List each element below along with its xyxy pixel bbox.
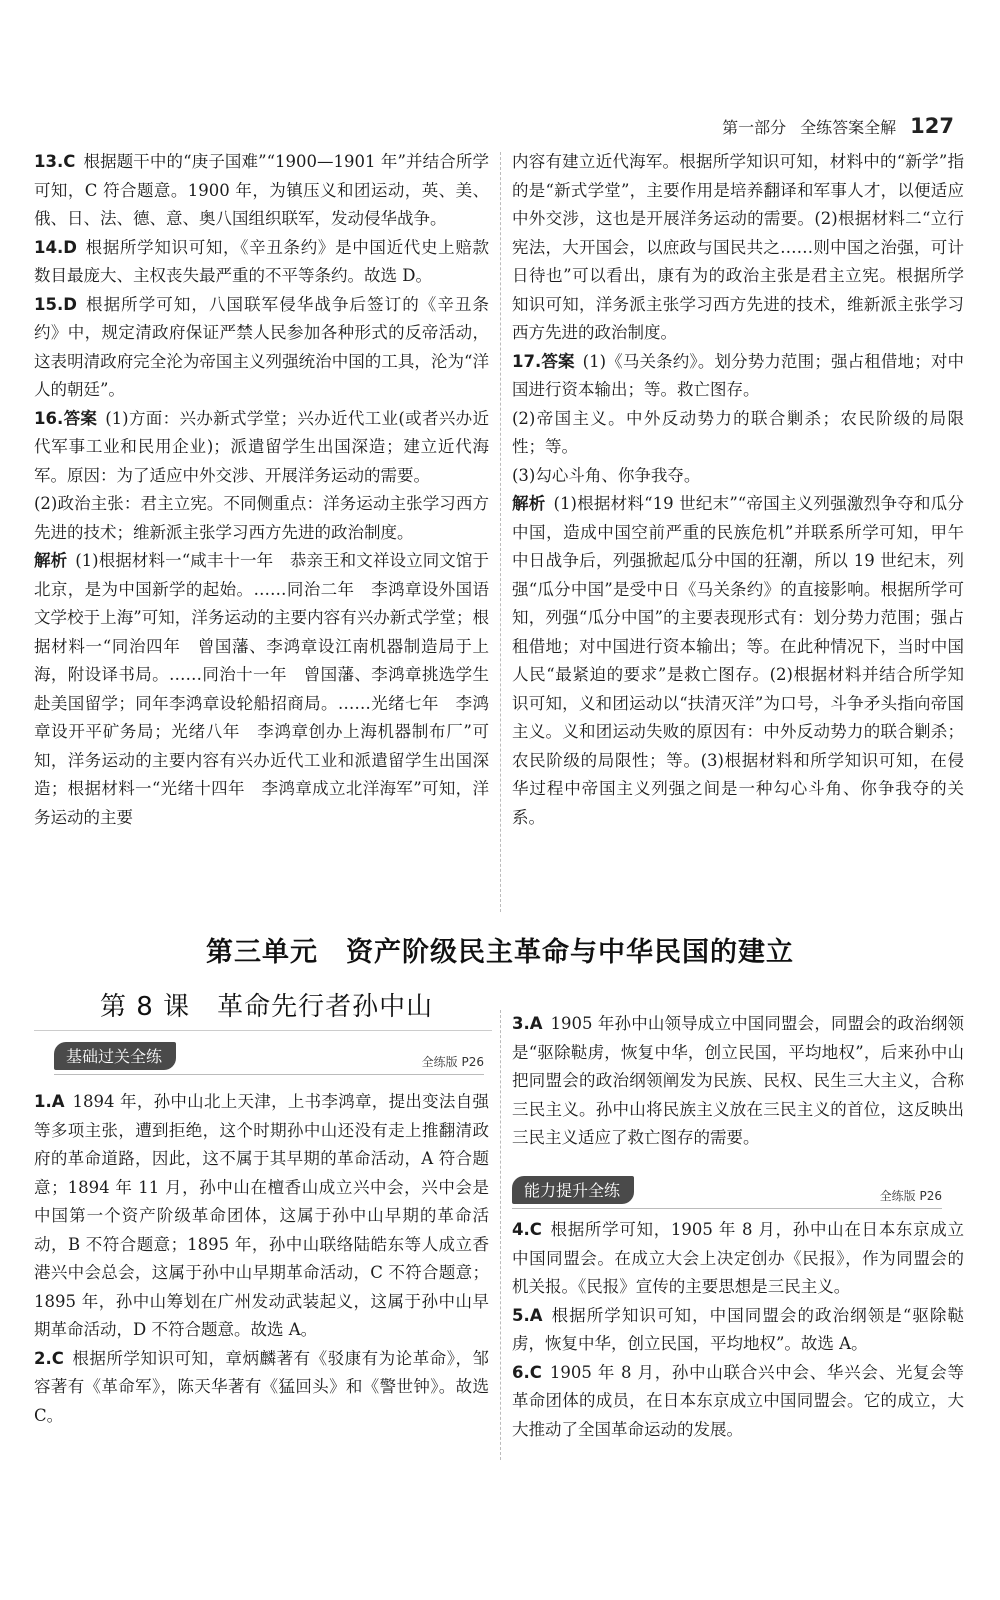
answer-label: 答案 — [541, 351, 575, 371]
question-number: 6.C — [512, 1362, 542, 1382]
answer-item — [512, 1302, 964, 1359]
lesson-title-rule — [34, 1030, 492, 1031]
answer-item — [512, 348, 964, 405]
answer-item — [512, 1216, 964, 1302]
page-header — [722, 114, 954, 138]
section-header-basic — [54, 1042, 484, 1075]
section-version: 全练版 P26 — [421, 1055, 484, 1069]
section-tag: 能力提升全练 — [512, 1176, 634, 1204]
answer-item — [34, 1088, 489, 1345]
analysis-paragraph — [512, 490, 964, 832]
column-divider-top — [500, 152, 501, 912]
answer-text: 根据题干中的“庚子国难”“1900—1901 年”并结合所学可知，C 符合题意。1900 年，为镇压义和团运动，英、美、俄、日、法、德、意、奥八国组织联军，发动侵华战争。 — [34, 152, 489, 228]
answer-item — [34, 148, 489, 234]
analysis-continued: 内容有建立近代海军。根据所学知识可知，材料中的“新学”指的是“新式学堂”，主要作用是培养翻译和军事人才，以便适应中外交涉，这也是开展洋务运动的需要。(2)根据材料二“立行宪法，大开国会，以庶政与国民共之……则中国之治强，可计日待也”可以看出，康有为的政治主张是君主立宪。根据所学知识可知，洋务派主张学习西方先进的技术，维新派主张学习西方先进的政治制度。 — [512, 152, 964, 342]
analysis-paragraph — [34, 547, 489, 832]
header-title: 全练答案全解 — [800, 118, 897, 137]
answer-text: 根据所学知识可知，中国同盟会的政治纲领是“驱除鞑虏，恢复中华，创立民国，平均地权”。故选 A。 — [512, 1305, 964, 1353]
answer-text: 1905 年 8 月，孙中山联合兴中会、华兴会、光复会等革命团体的成员，在日本东京成立中国同盟会。它的成立，大大推动了全国革命运动的发展。 — [512, 1362, 964, 1439]
analysis-text: (1)根据材料一“咸丰十一年 恭亲王和文祥设立同文馆于北京，是为中国新学的起始。……同治二年 李鸿章设外国语文学校于上海”可知，洋务运动的主要内容有兴办新式学堂；根据材料一“同治四年 曾国藩、李鸿章设江南机器制造局于上海，附设译书局。……同治十一年 曾国藩、李鸿章挑选学生赴美国留学；同年李鸿章设轮船招商局。……光绪七年 李鸿章设开平矿务局；光绪八年 李鸿章创办上海机器制布厂”可知，洋务运动的主要内容有兴办近代工业和派遣留学生出国深造；根据材料一“光绪十四年 李鸿章成立北洋海军”可知，洋务运动的主要 — [34, 551, 490, 827]
answer-paragraph: (2)政治主张：君主立宪。不同侧重点：洋务运动主张学习西方先进的技术；维新派主张学习西方先进的政治制度。 — [34, 494, 489, 542]
section-header-advanced — [512, 1176, 942, 1209]
question-number: 5.A — [512, 1305, 543, 1325]
answer-paragraph: (3)勾心斗角、你争我夺。 — [512, 465, 701, 485]
question-number: 2.C — [34, 1348, 64, 1368]
question-number: 13.C — [34, 152, 76, 171]
answer-text: (1)《马关条约》。划分势力范围；强占租借地；对中国进行资本输出；等。救亡图存。 — [512, 351, 964, 399]
question-number: 1.A — [34, 1092, 65, 1111]
section-version: 全练版 P26 — [879, 1189, 942, 1203]
question-number: 4.C — [512, 1220, 542, 1239]
answer-item — [34, 1345, 489, 1431]
question-number: 3.A — [512, 1014, 543, 1033]
column-divider-bottom — [500, 1010, 501, 1460]
answer-item — [34, 234, 489, 291]
analysis-text: (1)根据材料“19 世纪末”“帝国主义列强激烈争夺和瓜分中国，造成中国空前严重的民族危机”并联系所学可知，甲午中日战争后，列强掀起瓜分中国的狂潮，所以 19 世纪末，列强“瓜分中国”是受中日《马关条约》的直接影响。根据所学可知，列强“瓜分中国”的主要表现形式有：划分势力范围；强占租借地；对中国进行资本输出；等。在此种情况下，当时中国人民“最紧迫的要求”是救亡图存。(2)根据材料并结合所学知识可知，义和团运动以“扶清灭洋”为口号，斗争矛头指向帝国主义。义和团运动失败的原因有：中外反动势力的联合剿杀；农民阶级的局限性；等。(3)根据材料和所学知识可知，在侵华过程中帝国主义列强之间是一种勾心斗角、你争我夺的关系。 — [512, 494, 965, 827]
left-column-bottom — [34, 1088, 489, 1430]
answer-text: 1905 年孙中山领导成立中国同盟会，同盟会的政治纲领是“驱除鞑虏，恢复中华，创立民国，平均地权”，后来孙中山把同盟会的政治纲领阐发为民族、民权、民生三大主义，合称三民主义。孙中山将民族主义放在三民主义的首位，这反映出三民主义适应了救亡图存的需要。 — [512, 1014, 964, 1147]
question-number: 15.D — [34, 294, 77, 314]
answer-text: 1894 年，孙中山北上天津，上书李鸿章，提出变法自强等多项主张，遭到拒绝，这个时期孙中山还没有走上推翻清政府的革命道路，因此，这不属于其早期的革命活动，A 符合题意；1894 年 11 月，孙中山在檀香山成立兴中会，兴中会是中国第一个资产阶级革命团体，这属于孙中山早期的革命活动，B 不符合题意；1895 年，孙中山联络陆皓东等人成立香港兴中会总会，这属于孙中山早期革命活动，C 不符合题意；1895 年，孙中山筹划在广州发动武装起义，这属于孙中山早期革命活动，D 不符合题意。故选 A。 — [34, 1092, 489, 1339]
answer-item — [34, 291, 489, 405]
question-number: 16. — [34, 408, 64, 428]
answer-label: 答案 — [63, 408, 98, 428]
header-part: 第一部分 — [722, 118, 787, 137]
analysis-label: 解析 — [34, 551, 68, 570]
lesson-title: 第 8 课 革命先行者孙中山 — [100, 992, 434, 1022]
answer-text: 根据所学知识可知，《辛丑条约》是中国近代史上赔款数目最庞大、主权丧失最严重的不平等条约。故选 D。 — [34, 237, 489, 285]
right-column-top — [512, 148, 964, 832]
question-number: 14.D — [34, 237, 77, 257]
answer-text: 根据所学可知，八国联军侵华战争后签订的《辛丑条约》中，规定清政府保证严禁人民参加各种形式的反帝活动，这表明清政府完全沦为帝国主义列强统治中国的工具，沦为“洋人的朝廷”。 — [34, 294, 489, 399]
answer-item — [512, 1010, 964, 1153]
answer-item — [512, 1359, 964, 1445]
unit-title: 第三单元 资产阶级民主革命与中华民国的建立 — [206, 937, 794, 968]
answer-text: 根据所学可知，1905 年 8 月，孙中山在日本东京成立中国同盟会。在成立大会上决定创办《民报》，作为同盟会的机关报。《民报》宣传的主要思想是三民主义。 — [512, 1220, 964, 1296]
page-number: 127 — [910, 114, 954, 138]
answer-paragraph: (2)帝国主义。中外反动势力的联合剿杀；农民阶级的局限性；等。 — [512, 408, 964, 456]
answer-text: 根据所学知识可知，章炳麟著有《驳康有为论革命》，邹容著有《革命军》，陈天华著有《猛回头》和《警世钟》。故选 C。 — [34, 1348, 489, 1425]
left-column-top — [34, 148, 489, 832]
question-number: 17. — [512, 351, 542, 371]
answer-text: (1)方面：兴办新式学堂；兴办近代工业(或者兴办近代军事工业和民用企业)；派遣留学生出国深造；建立近代海军。原因：为了适应中外交涉、开展洋务运动的需要。 — [34, 408, 489, 485]
right-column-bottom — [512, 1010, 964, 1153]
right-column-bottom-items — [512, 1216, 964, 1444]
analysis-label: 解析 — [512, 494, 546, 513]
section-tag: 基础过关全练 — [54, 1042, 176, 1070]
answer-item — [34, 405, 489, 491]
